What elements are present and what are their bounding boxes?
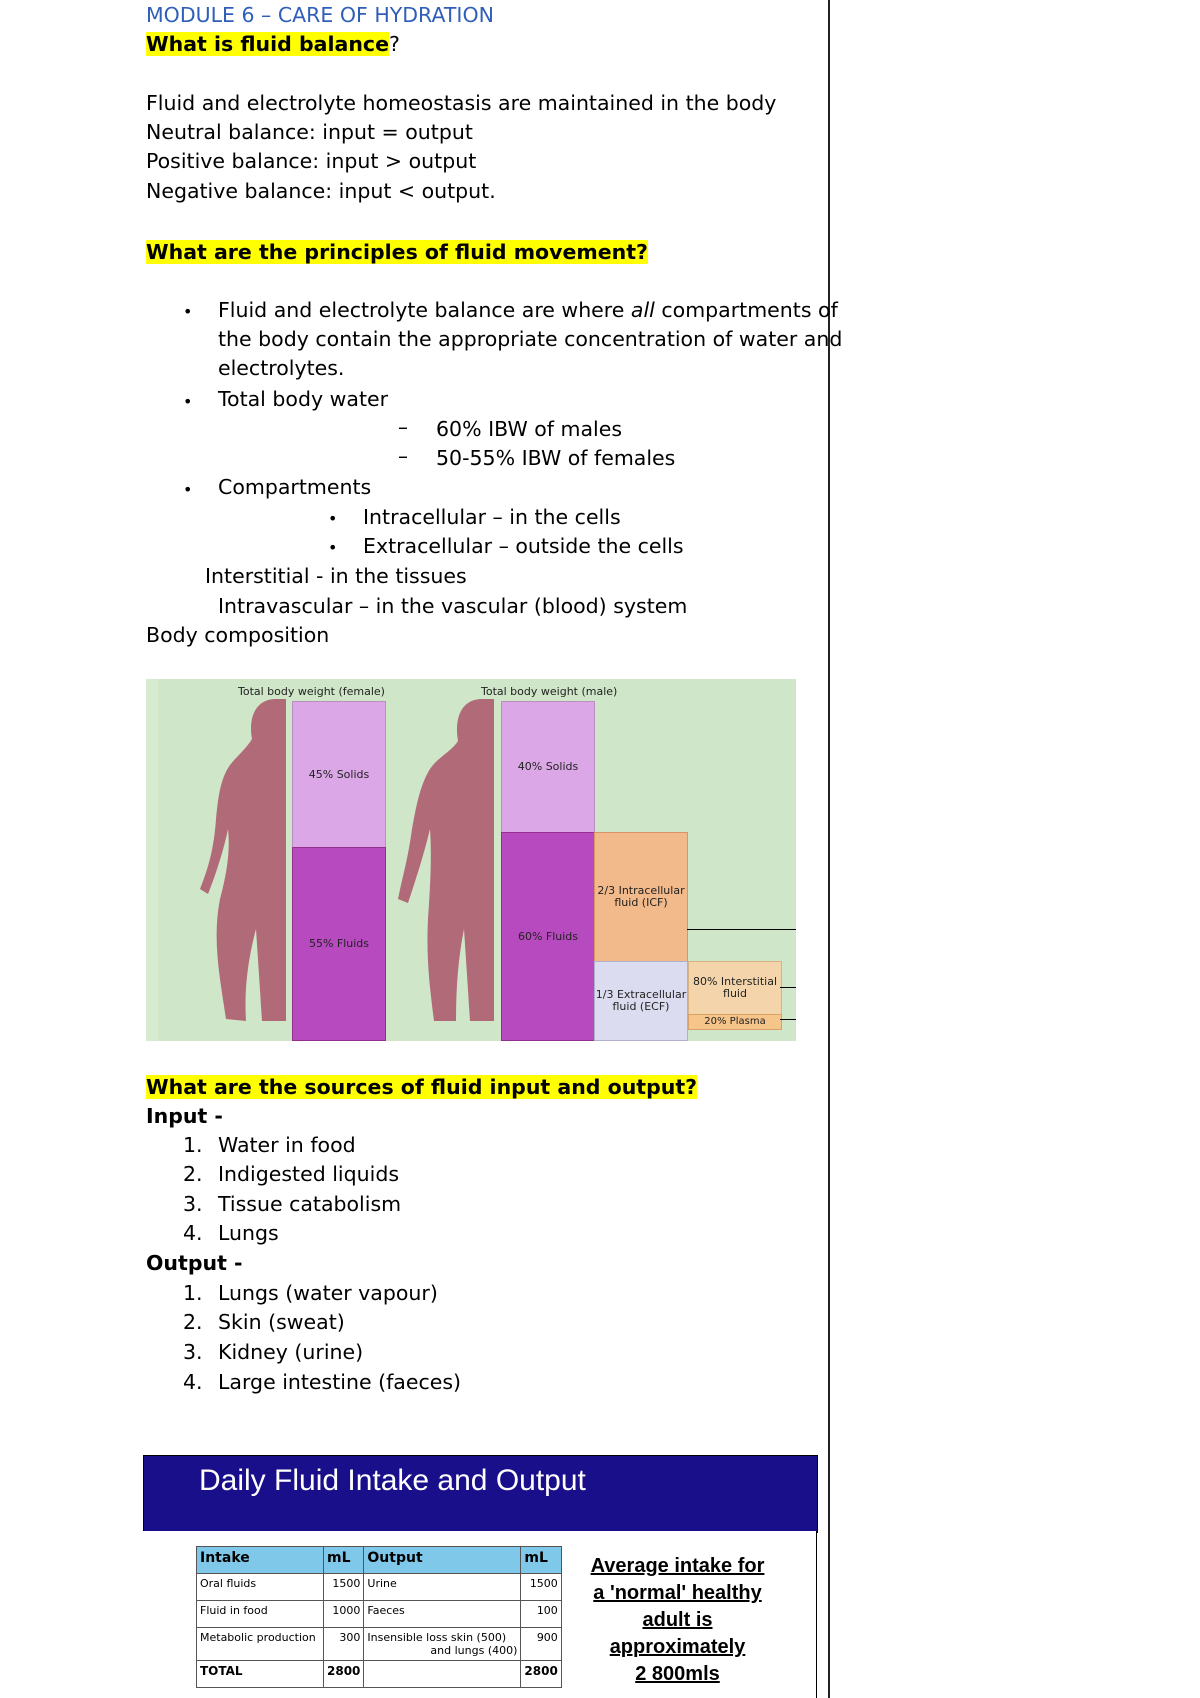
cell-line: Insensible loss skin (500) <box>367 1631 507 1644</box>
dash-marker: – <box>398 415 408 439</box>
note-line: 2 800mls <box>635 1663 720 1685</box>
heading-text: What are the principles of fluid movement? <box>146 240 648 264</box>
module-title: MODULE 6 – CARE OF HYDRATION <box>146 3 494 27</box>
dash-marker: – <box>398 444 408 468</box>
sub-item: 60% IBW of males <box>436 417 623 441</box>
note-line: adult is <box>642 1609 713 1631</box>
heading-fluid-balance <box>146 30 400 59</box>
text-part: compartments of <box>654 298 838 322</box>
paragraph-line: Neutral balance: input = output <box>146 120 473 144</box>
input-item: Tissue catabolism <box>218 1192 402 1216</box>
table-row <box>197 1628 562 1661</box>
paragraph-line: Negative balance: input < output. <box>146 179 496 203</box>
body-composition-diagram <box>146 679 796 1041</box>
sub-item: 50-55% IBW of females <box>436 446 676 470</box>
table-cell: Oral fluids <box>197 1574 324 1601</box>
heading-text: What is fluid balance <box>146 32 389 56</box>
sub-item: Intravascular – in the vascular (blood) system <box>218 594 688 618</box>
table-row <box>197 1574 562 1601</box>
female-solids-box: 45% Solids <box>292 701 386 848</box>
table-cell: 1500 <box>324 1574 364 1601</box>
table-cell: Metabolic production <box>197 1628 324 1661</box>
list-number: 3. <box>183 1192 203 1216</box>
bullet: • <box>183 302 193 321</box>
table-cell: 2800 <box>521 1661 561 1688</box>
input-label: Input - <box>146 1104 223 1128</box>
table-header-cell: mL <box>521 1547 561 1574</box>
male-fluids-box: 60% Fluids <box>501 832 595 1041</box>
table-row <box>197 1601 562 1628</box>
page-margin-line <box>828 0 830 1698</box>
bullet: • <box>328 509 338 528</box>
paragraph-line: Positive balance: input > output <box>146 149 477 173</box>
female-silhouette-icon <box>186 699 296 1039</box>
heading-principles <box>146 238 648 267</box>
bullet-line: Total body water <box>218 387 389 411</box>
text-part: Fluid and electrolyte balance are where <box>218 298 631 322</box>
table-header-cell: Intake <box>197 1547 324 1574</box>
table-cell: 300 <box>324 1628 364 1661</box>
plasma-leader-line <box>780 1019 796 1020</box>
heading-mark: ? <box>389 32 400 56</box>
heading-text: What are the sources of fluid input and output? <box>146 1075 698 1099</box>
cell-line: and lungs (400) <box>430 1644 518 1657</box>
input-item: Lungs <box>218 1221 279 1245</box>
fluid-table <box>196 1546 562 1688</box>
bullet-line: electrolytes. <box>218 356 345 380</box>
bullet-line <box>218 296 838 325</box>
note-line: approximately <box>609 1636 746 1658</box>
table-cell <box>364 1661 521 1688</box>
body-composition-label: Body composition <box>146 623 330 647</box>
banner-title: Daily Fluid Intake and Output <box>199 1464 586 1497</box>
sub-item: Extracellular – outside the cells <box>363 534 684 558</box>
list-number: 3. <box>183 1340 203 1364</box>
table-total-row <box>197 1661 562 1688</box>
icf-leader-line <box>687 929 796 930</box>
input-item: Indigested liquids <box>218 1162 400 1186</box>
table-cell <box>364 1628 521 1661</box>
female-fluids-box: 55% Fluids <box>292 847 386 1041</box>
output-item: Large intestine (faeces) <box>218 1370 462 1394</box>
icf-box: 2/3 Intracellular fluid (ICF) <box>594 832 688 962</box>
table-cell: TOTAL <box>197 1661 324 1688</box>
table-header-row <box>197 1547 562 1574</box>
table-header-cell: Output <box>364 1547 521 1574</box>
text-emphasis: all <box>630 298 655 322</box>
bullet: • <box>183 480 193 499</box>
plasma-box: 20% Plasma <box>688 1014 782 1030</box>
table-cell: 1500 <box>521 1574 561 1601</box>
output-item: Kidney (urine) <box>218 1340 364 1364</box>
bullet: • <box>183 392 193 411</box>
male-solids-box: 40% Solids <box>501 701 595 833</box>
table-cell: Urine <box>364 1574 521 1601</box>
table-cell: 900 <box>521 1628 561 1661</box>
table-cell: 2800 <box>324 1661 364 1688</box>
male-silhouette-icon <box>394 699 504 1039</box>
output-item: Lungs (water vapour) <box>218 1281 438 1305</box>
table-cell: 100 <box>521 1601 561 1628</box>
male-caption: Total body weight (male) <box>481 685 618 698</box>
ecf-box: 1/3 Extracellular fluid (ECF) <box>594 961 688 1041</box>
output-label: Output - <box>146 1251 243 1275</box>
list-number: 1. <box>183 1133 203 1157</box>
list-number: 1. <box>183 1281 203 1305</box>
note-line: Average intake for <box>590 1555 765 1577</box>
input-item: Water in food <box>218 1133 356 1157</box>
interstitial-box: 80% Interstitial fluid <box>688 961 782 1015</box>
table-cell: Faeces <box>364 1601 521 1628</box>
list-number: 4. <box>183 1221 203 1245</box>
list-number: 2. <box>183 1162 203 1186</box>
output-item: Skin (sweat) <box>218 1310 345 1334</box>
table-header-cell: mL <box>324 1547 364 1574</box>
bullet-line: the body contain the appropriate concentration of water and <box>218 327 843 351</box>
heading-sources <box>146 1073 697 1102</box>
average-intake-note <box>570 1553 785 1688</box>
sub-item: Interstitial - in the tissues <box>205 564 467 588</box>
sub-item: Intracellular – in the cells <box>363 505 621 529</box>
list-number: 2. <box>183 1310 203 1334</box>
list-number: 4. <box>183 1370 203 1394</box>
paragraph-line: Fluid and electrolyte homeostasis are maintained in the body <box>146 91 777 115</box>
female-caption: Total body weight (female) <box>238 685 385 698</box>
isf-leader-line <box>780 987 796 988</box>
note-line: a 'normal' healthy <box>593 1582 762 1604</box>
bullet: • <box>328 538 338 557</box>
bullet-line: Compartments <box>218 475 372 499</box>
table-cell: Fluid in food <box>197 1601 324 1628</box>
daily-fluid-banner <box>143 1455 818 1533</box>
table-cell: 1000 <box>324 1601 364 1628</box>
